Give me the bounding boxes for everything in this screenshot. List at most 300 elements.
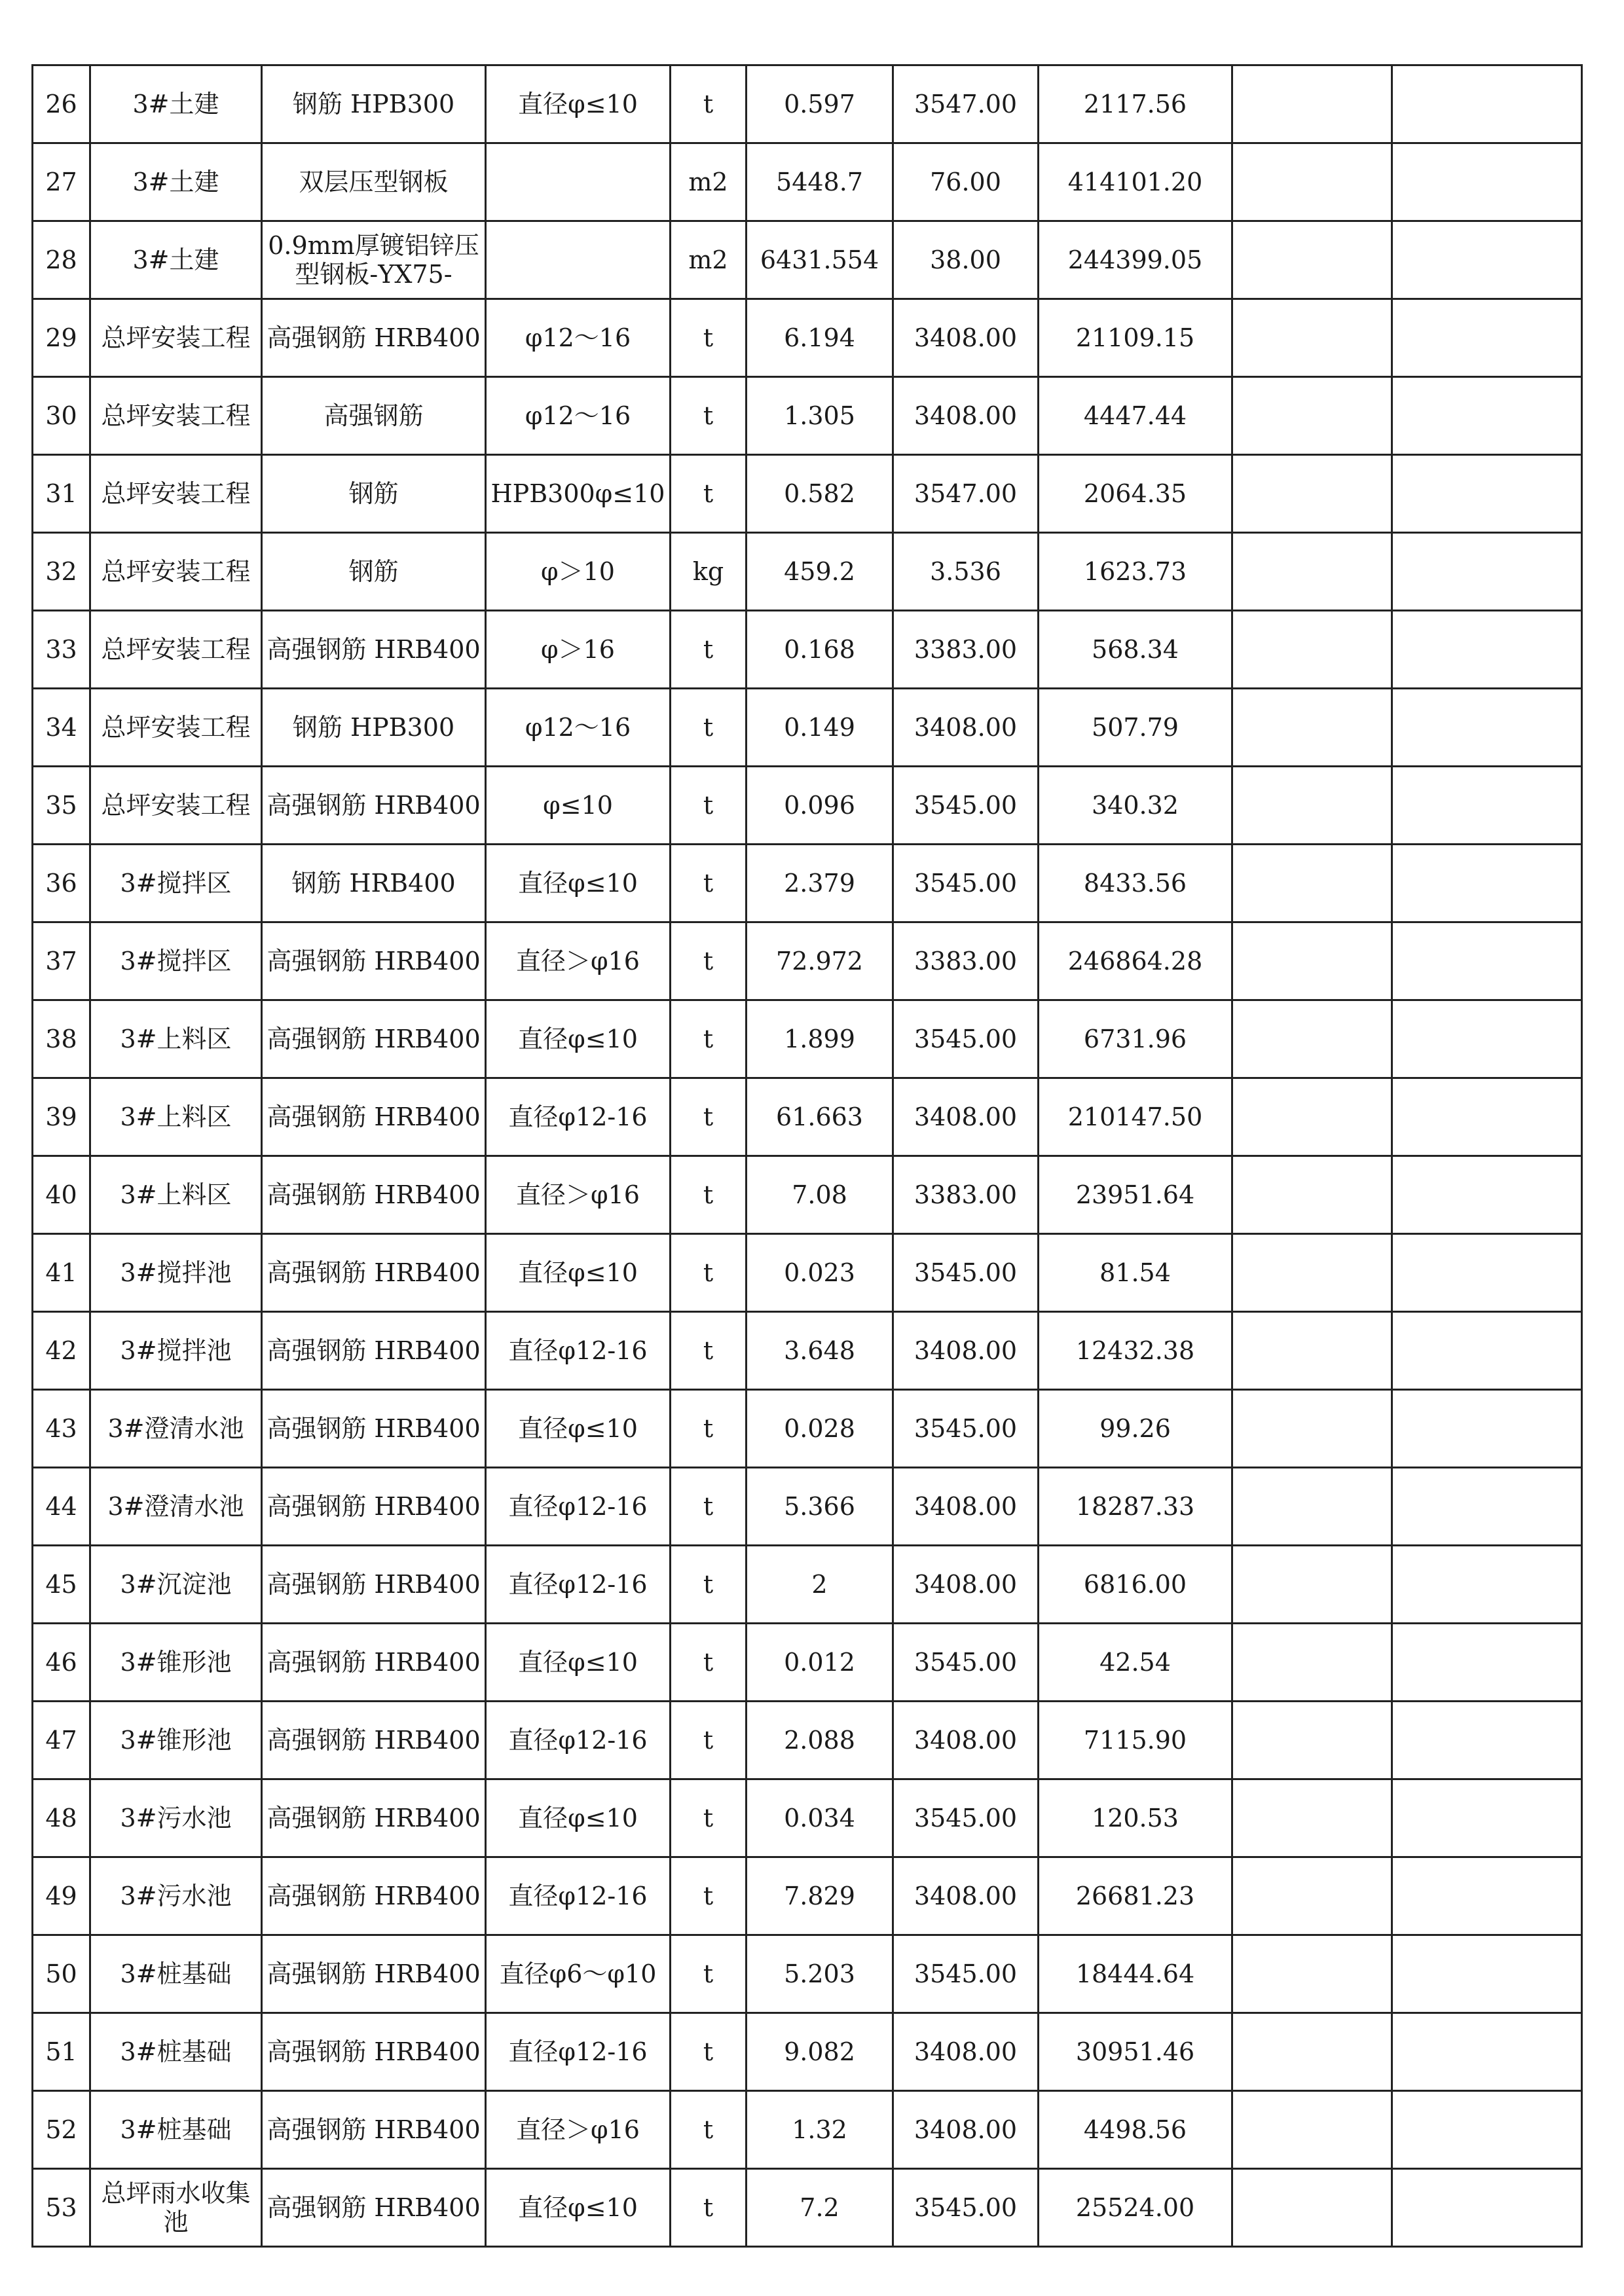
row-number-cell: 51 bbox=[33, 2013, 90, 2091]
unit-cell: t bbox=[671, 611, 747, 689]
blank-cell bbox=[1392, 922, 1582, 1000]
project-cell: 3#上料区 bbox=[90, 1000, 262, 1078]
unit-price-cell: 3408.00 bbox=[893, 2091, 1039, 2169]
table-row bbox=[33, 611, 1582, 689]
blank-cell bbox=[1392, 1779, 1582, 1857]
material-name-cell: 钢筋 HRB400 bbox=[262, 845, 486, 922]
blank-cell bbox=[1232, 1468, 1392, 1546]
unit-cell: t bbox=[671, 2091, 747, 2169]
amount-cell: 4498.56 bbox=[1039, 2091, 1232, 2169]
quantity-cell: 0.597 bbox=[747, 65, 893, 143]
quantity-cell: 0.168 bbox=[747, 611, 893, 689]
row-number-cell: 44 bbox=[33, 1468, 90, 1546]
materials-table bbox=[31, 64, 1583, 2248]
unit-cell: t bbox=[671, 2013, 747, 2091]
amount-cell: 18444.64 bbox=[1039, 1935, 1232, 2013]
blank-cell bbox=[1232, 1546, 1392, 1624]
unit-price-cell: 3408.00 bbox=[893, 377, 1039, 455]
table-row bbox=[33, 533, 1582, 611]
row-number-cell: 34 bbox=[33, 689, 90, 767]
blank-cell bbox=[1232, 1857, 1392, 1935]
quantity-cell: 3.648 bbox=[747, 1312, 893, 1390]
table-row bbox=[33, 299, 1582, 377]
specification-cell: 直径＞φ16 bbox=[486, 2091, 671, 2169]
material-name-cell: 高强钢筋 HRB400 bbox=[262, 1935, 486, 2013]
unit-cell: t bbox=[671, 1234, 747, 1312]
table-row bbox=[33, 65, 1582, 143]
specification-cell: 直径φ6～φ10 bbox=[486, 1935, 671, 2013]
amount-cell: 340.32 bbox=[1039, 767, 1232, 845]
amount-cell: 6731.96 bbox=[1039, 1000, 1232, 1078]
amount-cell: 1623.73 bbox=[1039, 533, 1232, 611]
amount-cell: 18287.33 bbox=[1039, 1468, 1232, 1546]
row-number-cell: 32 bbox=[33, 533, 90, 611]
table-row bbox=[33, 1234, 1582, 1312]
blank-cell bbox=[1392, 533, 1582, 611]
specification-cell: 直径φ≤10 bbox=[486, 845, 671, 922]
row-number-cell: 27 bbox=[33, 143, 90, 221]
unit-price-cell: 3408.00 bbox=[893, 1857, 1039, 1935]
material-name-cell: 高强钢筋 HRB400 bbox=[262, 1000, 486, 1078]
table-row bbox=[33, 1935, 1582, 2013]
project-cell: 3#搅拌池 bbox=[90, 1234, 262, 1312]
project-cell: 总坪安装工程 bbox=[90, 299, 262, 377]
unit-price-cell: 3408.00 bbox=[893, 1468, 1039, 1546]
unit-price-cell: 3545.00 bbox=[893, 1000, 1039, 1078]
project-cell: 3#搅拌区 bbox=[90, 845, 262, 922]
unit-price-cell: 3545.00 bbox=[893, 845, 1039, 922]
project-cell: 3#沉淀池 bbox=[90, 1546, 262, 1624]
blank-cell bbox=[1232, 1312, 1392, 1390]
unit-price-cell: 3547.00 bbox=[893, 65, 1039, 143]
row-number-cell: 30 bbox=[33, 377, 90, 455]
table-row bbox=[33, 1624, 1582, 1702]
amount-cell: 81.54 bbox=[1039, 1234, 1232, 1312]
blank-cell bbox=[1232, 65, 1392, 143]
table-row bbox=[33, 1702, 1582, 1779]
specification-cell: 直径φ≤10 bbox=[486, 1779, 671, 1857]
quantity-cell: 2.088 bbox=[747, 1702, 893, 1779]
blank-cell bbox=[1232, 1234, 1392, 1312]
specification-cell: φ12～16 bbox=[486, 377, 671, 455]
blank-cell bbox=[1392, 1312, 1582, 1390]
material-name-cell: 高强钢筋 HRB400 bbox=[262, 1546, 486, 1624]
unit-cell: t bbox=[671, 767, 747, 845]
unit-cell: t bbox=[671, 1000, 747, 1078]
row-number-cell: 36 bbox=[33, 845, 90, 922]
row-number-cell: 37 bbox=[33, 922, 90, 1000]
blank-cell bbox=[1392, 1935, 1582, 2013]
unit-cell: t bbox=[671, 455, 747, 533]
unit-price-cell: 38.00 bbox=[893, 221, 1039, 299]
blank-cell bbox=[1232, 611, 1392, 689]
quantity-cell: 0.034 bbox=[747, 1779, 893, 1857]
unit-cell: t bbox=[671, 299, 747, 377]
amount-cell: 21109.15 bbox=[1039, 299, 1232, 377]
row-number-cell: 52 bbox=[33, 2091, 90, 2169]
table-row bbox=[33, 689, 1582, 767]
blank-cell bbox=[1392, 1156, 1582, 1234]
blank-cell bbox=[1232, 1702, 1392, 1779]
unit-cell: t bbox=[671, 689, 747, 767]
amount-cell: 30951.46 bbox=[1039, 2013, 1232, 2091]
quantity-cell: 0.028 bbox=[747, 1390, 893, 1468]
material-name-cell: 钢筋 bbox=[262, 533, 486, 611]
blank-cell bbox=[1232, 845, 1392, 922]
specification-cell: 直径φ12-16 bbox=[486, 1078, 671, 1156]
blank-cell bbox=[1232, 221, 1392, 299]
specification-cell: 直径φ≤10 bbox=[486, 65, 671, 143]
specification-cell: 直径φ≤10 bbox=[486, 1234, 671, 1312]
unit-cell: t bbox=[671, 1468, 747, 1546]
material-name-cell: 高强钢筋 HRB400 bbox=[262, 1390, 486, 1468]
project-cell: 3#土建 bbox=[90, 221, 262, 299]
project-cell: 总坪安装工程 bbox=[90, 455, 262, 533]
row-number-cell: 45 bbox=[33, 1546, 90, 1624]
project-cell: 总坪安装工程 bbox=[90, 611, 262, 689]
material-name-cell: 双层压型钢板 bbox=[262, 143, 486, 221]
blank-cell bbox=[1392, 221, 1582, 299]
unit-price-cell: 3408.00 bbox=[893, 1546, 1039, 1624]
amount-cell: 414101.20 bbox=[1039, 143, 1232, 221]
unit-cell: t bbox=[671, 2169, 747, 2247]
material-name-cell: 高强钢筋 HRB400 bbox=[262, 1779, 486, 1857]
unit-price-cell: 3545.00 bbox=[893, 767, 1039, 845]
amount-cell: 4447.44 bbox=[1039, 377, 1232, 455]
amount-cell: 25524.00 bbox=[1039, 2169, 1232, 2247]
table-row bbox=[33, 922, 1582, 1000]
blank-cell bbox=[1392, 1702, 1582, 1779]
amount-cell: 2117.56 bbox=[1039, 65, 1232, 143]
table-row bbox=[33, 1078, 1582, 1156]
amount-cell: 246864.28 bbox=[1039, 922, 1232, 1000]
row-number-cell: 53 bbox=[33, 2169, 90, 2247]
blank-cell bbox=[1232, 1156, 1392, 1234]
blank-cell bbox=[1392, 2169, 1582, 2247]
table-row bbox=[33, 1000, 1582, 1078]
row-number-cell: 35 bbox=[33, 767, 90, 845]
blank-cell bbox=[1232, 2091, 1392, 2169]
blank-cell bbox=[1232, 1390, 1392, 1468]
project-cell: 3#澄清水池 bbox=[90, 1390, 262, 1468]
quantity-cell: 5.366 bbox=[747, 1468, 893, 1546]
blank-cell bbox=[1392, 611, 1582, 689]
unit-cell: t bbox=[671, 922, 747, 1000]
specification-cell: φ≤10 bbox=[486, 767, 671, 845]
blank-cell bbox=[1392, 1000, 1582, 1078]
unit-cell: t bbox=[671, 1390, 747, 1468]
blank-cell bbox=[1232, 1000, 1392, 1078]
blank-cell bbox=[1392, 2013, 1582, 2091]
specification-cell: 直径φ12-16 bbox=[486, 1312, 671, 1390]
amount-cell: 99.26 bbox=[1039, 1390, 1232, 1468]
blank-cell bbox=[1392, 1468, 1582, 1546]
unit-price-cell: 76.00 bbox=[893, 143, 1039, 221]
material-name-cell: 钢筋 HPB300 bbox=[262, 689, 486, 767]
blank-cell bbox=[1232, 767, 1392, 845]
material-name-cell: 高强钢筋 HRB400 bbox=[262, 1078, 486, 1156]
table-body bbox=[33, 65, 1582, 2247]
unit-cell: t bbox=[671, 1779, 747, 1857]
material-name-cell: 高强钢筋 HRB400 bbox=[262, 299, 486, 377]
material-name-cell: 高强钢筋 HRB400 bbox=[262, 1702, 486, 1779]
specification-cell: 直径φ12-16 bbox=[486, 2013, 671, 2091]
unit-cell: t bbox=[671, 1312, 747, 1390]
material-name-cell: 高强钢筋 HRB400 bbox=[262, 1624, 486, 1702]
quantity-cell: 9.082 bbox=[747, 2013, 893, 2091]
unit-price-cell: 3.536 bbox=[893, 533, 1039, 611]
blank-cell bbox=[1392, 455, 1582, 533]
unit-price-cell: 3545.00 bbox=[893, 1234, 1039, 1312]
blank-cell bbox=[1392, 65, 1582, 143]
quantity-cell: 6.194 bbox=[747, 299, 893, 377]
specification-cell: 直径φ12-16 bbox=[486, 1702, 671, 1779]
specification-cell: 直径φ≤10 bbox=[486, 1624, 671, 1702]
specification-cell: 直径φ≤10 bbox=[486, 1390, 671, 1468]
table-row bbox=[33, 143, 1582, 221]
amount-cell: 507.79 bbox=[1039, 689, 1232, 767]
unit-cell: m2 bbox=[671, 143, 747, 221]
quantity-cell: 459.2 bbox=[747, 533, 893, 611]
specification-cell: 直径＞φ16 bbox=[486, 1156, 671, 1234]
amount-cell: 12432.38 bbox=[1039, 1312, 1232, 1390]
quantity-cell: 2 bbox=[747, 1546, 893, 1624]
blank-cell bbox=[1392, 1234, 1582, 1312]
blank-cell bbox=[1232, 1624, 1392, 1702]
blank-cell bbox=[1232, 2169, 1392, 2247]
quantity-cell: 72.972 bbox=[747, 922, 893, 1000]
unit-cell: t bbox=[671, 377, 747, 455]
blank-cell bbox=[1232, 533, 1392, 611]
project-cell: 3#澄清水池 bbox=[90, 1468, 262, 1546]
material-name-cell: 高强钢筋 HRB400 bbox=[262, 767, 486, 845]
material-name-cell: 高强钢筋 HRB400 bbox=[262, 922, 486, 1000]
row-number-cell: 28 bbox=[33, 221, 90, 299]
blank-cell bbox=[1392, 1857, 1582, 1935]
unit-cell: t bbox=[671, 1078, 747, 1156]
material-name-cell: 高强钢筋 HRB400 bbox=[262, 1857, 486, 1935]
unit-cell: t bbox=[671, 1546, 747, 1624]
blank-cell bbox=[1392, 845, 1582, 922]
table-row bbox=[33, 2091, 1582, 2169]
amount-cell: 8433.56 bbox=[1039, 845, 1232, 922]
quantity-cell: 7.08 bbox=[747, 1156, 893, 1234]
unit-cell: t bbox=[671, 1156, 747, 1234]
quantity-cell: 0.582 bbox=[747, 455, 893, 533]
table-row bbox=[33, 1857, 1582, 1935]
blank-cell bbox=[1392, 767, 1582, 845]
blank-cell bbox=[1232, 455, 1392, 533]
project-cell: 3#桩基础 bbox=[90, 1935, 262, 2013]
row-number-cell: 47 bbox=[33, 1702, 90, 1779]
row-number-cell: 29 bbox=[33, 299, 90, 377]
project-cell: 3#桩基础 bbox=[90, 2013, 262, 2091]
material-name-cell: 高强钢筋 HRB400 bbox=[262, 2013, 486, 2091]
row-number-cell: 48 bbox=[33, 1779, 90, 1857]
blank-cell bbox=[1392, 1078, 1582, 1156]
unit-price-cell: 3408.00 bbox=[893, 299, 1039, 377]
quantity-cell: 1.899 bbox=[747, 1000, 893, 1078]
blank-cell bbox=[1392, 2091, 1582, 2169]
unit-cell: t bbox=[671, 65, 747, 143]
quantity-cell: 1.32 bbox=[747, 2091, 893, 2169]
table-row bbox=[33, 455, 1582, 533]
unit-price-cell: 3383.00 bbox=[893, 611, 1039, 689]
quantity-cell: 0.096 bbox=[747, 767, 893, 845]
unit-price-cell: 3545.00 bbox=[893, 1935, 1039, 2013]
unit-price-cell: 3408.00 bbox=[893, 689, 1039, 767]
unit-price-cell: 3408.00 bbox=[893, 1312, 1039, 1390]
row-number-cell: 38 bbox=[33, 1000, 90, 1078]
project-cell: 3#土建 bbox=[90, 65, 262, 143]
specification-cell: 直径φ≤10 bbox=[486, 1000, 671, 1078]
project-cell: 3#上料区 bbox=[90, 1156, 262, 1234]
quantity-cell: 0.023 bbox=[747, 1234, 893, 1312]
specification-cell bbox=[486, 143, 671, 221]
project-cell: 3#锥形池 bbox=[90, 1702, 262, 1779]
specification-cell: 直径φ12-16 bbox=[486, 1857, 671, 1935]
unit-cell: t bbox=[671, 1702, 747, 1779]
blank-cell bbox=[1232, 1078, 1392, 1156]
unit-price-cell: 3545.00 bbox=[893, 2169, 1039, 2247]
project-cell: 3#桩基础 bbox=[90, 2091, 262, 2169]
project-cell: 3#土建 bbox=[90, 143, 262, 221]
quantity-cell: 1.305 bbox=[747, 377, 893, 455]
material-name-cell: 高强钢筋 HRB400 bbox=[262, 611, 486, 689]
blank-cell bbox=[1232, 299, 1392, 377]
material-name-cell: 高强钢筋 HRB400 bbox=[262, 1312, 486, 1390]
blank-cell bbox=[1392, 689, 1582, 767]
row-number-cell: 39 bbox=[33, 1078, 90, 1156]
row-number-cell: 49 bbox=[33, 1857, 90, 1935]
row-number-cell: 41 bbox=[33, 1234, 90, 1312]
row-number-cell: 33 bbox=[33, 611, 90, 689]
unit-price-cell: 3383.00 bbox=[893, 1156, 1039, 1234]
unit-cell: t bbox=[671, 1624, 747, 1702]
amount-cell: 244399.05 bbox=[1039, 221, 1232, 299]
row-number-cell: 31 bbox=[33, 455, 90, 533]
table-row bbox=[33, 2169, 1582, 2247]
specification-cell: φ12～16 bbox=[486, 299, 671, 377]
blank-cell bbox=[1232, 922, 1392, 1000]
blank-cell bbox=[1392, 143, 1582, 221]
unit-cell: t bbox=[671, 845, 747, 922]
blank-cell bbox=[1232, 1935, 1392, 2013]
table-row bbox=[33, 1546, 1582, 1624]
quantity-cell: 7.829 bbox=[747, 1857, 893, 1935]
material-name-cell: 高强钢筋 bbox=[262, 377, 486, 455]
project-cell: 总坪安装工程 bbox=[90, 767, 262, 845]
quantity-cell: 5.203 bbox=[747, 1935, 893, 2013]
quantity-cell: 2.379 bbox=[747, 845, 893, 922]
blank-cell bbox=[1232, 143, 1392, 221]
material-name-cell: 钢筋 HPB300 bbox=[262, 65, 486, 143]
quantity-cell: 61.663 bbox=[747, 1078, 893, 1156]
unit-price-cell: 3547.00 bbox=[893, 455, 1039, 533]
table-row bbox=[33, 845, 1582, 922]
unit-price-cell: 3545.00 bbox=[893, 1624, 1039, 1702]
project-cell: 3#上料区 bbox=[90, 1078, 262, 1156]
unit-price-cell: 3408.00 bbox=[893, 1702, 1039, 1779]
specification-cell: 直径φ≤10 bbox=[486, 2169, 671, 2247]
table-row bbox=[33, 1468, 1582, 1546]
specification-cell bbox=[486, 221, 671, 299]
specification-cell: 直径φ12-16 bbox=[486, 1468, 671, 1546]
amount-cell: 568.34 bbox=[1039, 611, 1232, 689]
table-row bbox=[33, 767, 1582, 845]
blank-cell bbox=[1392, 299, 1582, 377]
project-cell: 3#污水池 bbox=[90, 1857, 262, 1935]
material-name-cell: 高强钢筋 HRB400 bbox=[262, 2091, 486, 2169]
amount-cell: 7115.90 bbox=[1039, 1702, 1232, 1779]
blank-cell bbox=[1232, 1779, 1392, 1857]
project-cell: 总坪雨水收集池 bbox=[90, 2169, 262, 2247]
material-name-cell: 钢筋 bbox=[262, 455, 486, 533]
unit-price-cell: 3408.00 bbox=[893, 2013, 1039, 2091]
amount-cell: 2064.35 bbox=[1039, 455, 1232, 533]
project-cell: 3#污水池 bbox=[90, 1779, 262, 1857]
quantity-cell: 6431.554 bbox=[747, 221, 893, 299]
project-cell: 3#搅拌池 bbox=[90, 1312, 262, 1390]
blank-cell bbox=[1392, 1546, 1582, 1624]
specification-cell: φ＞10 bbox=[486, 533, 671, 611]
amount-cell: 210147.50 bbox=[1039, 1078, 1232, 1156]
amount-cell: 6816.00 bbox=[1039, 1546, 1232, 1624]
row-number-cell: 26 bbox=[33, 65, 90, 143]
table-row bbox=[33, 1312, 1582, 1390]
unit-cell: kg bbox=[671, 533, 747, 611]
row-number-cell: 43 bbox=[33, 1390, 90, 1468]
table-row bbox=[33, 2013, 1582, 2091]
material-name-cell: 高强钢筋 HRB400 bbox=[262, 2169, 486, 2247]
blank-cell bbox=[1232, 377, 1392, 455]
unit-price-cell: 3383.00 bbox=[893, 922, 1039, 1000]
project-cell: 3#搅拌区 bbox=[90, 922, 262, 1000]
table-row bbox=[33, 377, 1582, 455]
material-name-cell: 高强钢筋 HRB400 bbox=[262, 1468, 486, 1546]
quantity-cell: 0.149 bbox=[747, 689, 893, 767]
row-number-cell: 40 bbox=[33, 1156, 90, 1234]
unit-cell: t bbox=[671, 1935, 747, 2013]
amount-cell: 120.53 bbox=[1039, 1779, 1232, 1857]
blank-cell bbox=[1392, 1390, 1582, 1468]
amount-cell: 42.54 bbox=[1039, 1624, 1232, 1702]
specification-cell: 直径＞φ16 bbox=[486, 922, 671, 1000]
blank-cell bbox=[1392, 377, 1582, 455]
project-cell: 总坪安装工程 bbox=[90, 689, 262, 767]
specification-cell: HPB300φ≤10 bbox=[486, 455, 671, 533]
unit-cell: m2 bbox=[671, 221, 747, 299]
amount-cell: 26681.23 bbox=[1039, 1857, 1232, 1935]
unit-price-cell: 3545.00 bbox=[893, 1779, 1039, 1857]
row-number-cell: 42 bbox=[33, 1312, 90, 1390]
specification-cell: φ＞16 bbox=[486, 611, 671, 689]
quantity-cell: 5448.7 bbox=[747, 143, 893, 221]
blank-cell bbox=[1232, 689, 1392, 767]
unit-price-cell: 3408.00 bbox=[893, 1078, 1039, 1156]
quantity-cell: 7.2 bbox=[747, 2169, 893, 2247]
material-name-cell: 高强钢筋 HRB400 bbox=[262, 1156, 486, 1234]
material-name-cell: 高强钢筋 HRB400 bbox=[262, 1234, 486, 1312]
unit-price-cell: 3545.00 bbox=[893, 1390, 1039, 1468]
unit-cell: t bbox=[671, 1857, 747, 1935]
table-row bbox=[33, 221, 1582, 299]
table-row bbox=[33, 1779, 1582, 1857]
specification-cell: 直径φ12-16 bbox=[486, 1546, 671, 1624]
row-number-cell: 46 bbox=[33, 1624, 90, 1702]
quantity-cell: 0.012 bbox=[747, 1624, 893, 1702]
table-row bbox=[33, 1390, 1582, 1468]
